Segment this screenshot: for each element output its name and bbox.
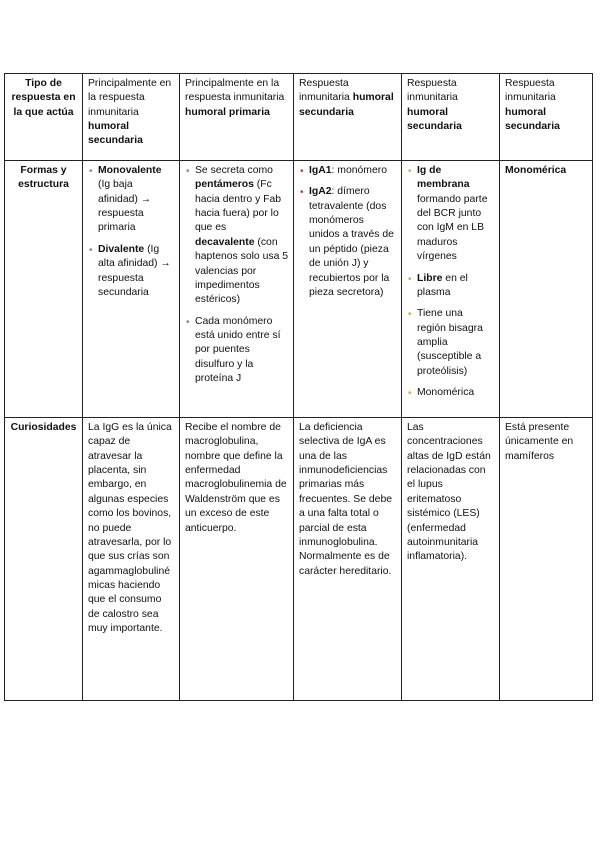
list-item [88,243,174,300]
cell-iga-curiosities: La deficiencia selectiva de IgA es una de las inmunodeficiencias primarias más frecuentes. Se debe a una falta total o parcial de esta inmunoglobulina. Normalmente es de carácter hereditario. [294,418,402,701]
bullet-list [88,164,174,300]
item-text: formando parte del BCR junto con IgM en LB maduros vírgenes [417,193,488,263]
table-row-structure [5,161,593,418]
table-row-response-type [5,74,593,161]
bullet-icon: • [89,166,93,177]
bullet-icon: • [186,316,190,328]
bullet-icon: • [408,309,412,321]
row-header-response-type: Tipo de respuesta en la que actúa [5,74,83,161]
bullet-list [299,164,396,300]
item-text: : dímero tetravalente (dos monómeros unidos a través de un péptido (pieza de unión J) y recubiertos por la pieza secretora) [309,186,394,298]
cell-igg-structure [83,161,180,418]
list-item [299,185,396,300]
bullet-icon: • [186,166,190,177]
list-item [407,386,494,400]
row-header-structure: Formas y estructura [5,161,83,418]
cell-igd-structure [402,161,500,418]
cell-bold-text: humoral secundaria [88,121,143,147]
table-row-curiosities [5,418,593,701]
bullet-icon: • [300,166,304,177]
item-text: Cada monómero está unido entre sí por puentes disulfuro y la proteína J [195,315,281,385]
cell-ige-structure [500,161,593,418]
cell-igm-response [180,74,294,161]
cell-text: Respuesta inmunitaria [299,78,353,104]
cell-bold-text: humoral secundaria [407,106,462,133]
bullet-list [407,164,494,400]
row-header-curiosities: Curiosidades [5,418,83,701]
cell-text: Principalmente en la respuesta inmunitaria [88,78,172,118]
cell-bold-text: humoral secundaria [299,92,394,118]
item-text: (Fc hacia dentro y Fab hacia fuera) por lo que es [195,179,282,234]
cell-igd-response [402,74,500,161]
item-text: (Ig baja afinidad) → respuesta primaria [98,179,152,234]
item-text: (Ig alta afinidad) → respuesta secundaria [98,243,171,298]
cell-iga-response [294,74,402,161]
list-item [407,164,494,265]
cell-igm-structure [180,161,294,418]
item-text: en el plasma [417,272,468,298]
bullet-icon: • [408,273,412,285]
item-bold-text: Ig de membrana [417,165,470,191]
cell-bold-text: humoral primaria [185,106,270,118]
immunoglobulin-table [4,73,593,701]
cell-iga-structure [294,161,402,418]
bullet-icon: • [89,244,93,256]
item-bold-text: IgA1 [309,165,332,176]
cell-igg-response [83,74,180,161]
item-bold-text: Libre [417,272,443,284]
list-item [407,272,494,301]
item-text: : monómero [331,165,387,176]
item-bold-text: Divalente [98,243,145,255]
cell-text: Respuesta inmunitaria [407,78,458,104]
item-text: (con haptenos solo usa 5 valencias por impedimentos estéricos) [195,236,289,306]
cell-igd-curiosities: Las concentraciones altas de IgD están relacionadas con el lupus eritematoso sistémico (LES) (enfermedad autoinmunitaria inflamatoria). [402,418,500,701]
cell-igg-curiosities: La IgG es la única capaz de atravesar la placenta, sin embargo, en algunas especies como los bovinos, no puede atravesarla, por lo que sus crías son agammaglobulinémicas haciendo que el consumo de calostro sea muy importante. [83,418,180,701]
cell-ige-response [500,74,593,161]
list-item [407,307,494,379]
bullet-list [185,164,288,386]
cell-ige-curiosities: Está presente únicamente en mamíferos [500,418,593,701]
list-item [88,164,174,236]
cell-bold-text: Monomérica [505,165,567,176]
item-bold-text: IgA2 [309,186,332,198]
bullet-icon: • [408,388,412,400]
item-bold-text: pentámeros [195,179,254,191]
list-item [185,164,288,308]
list-item [299,164,396,178]
bullet-icon: • [300,187,304,199]
item-bold-text: decavalente [195,236,255,248]
item-text: Se secreta como [195,165,273,176]
item-text: Tiene una región bisagra amplia (susceptible a proteólisis) [417,308,483,377]
list-item [185,315,288,387]
cell-igm-curiosities: Recibe el nombre de macroglobulina, nombre que define la enfermedad macroglobulinemia de Waldenström que es un exceso de este anticuerpo. [180,418,294,701]
cell-text: Principalmente en la respuesta inmunitaria [185,78,285,104]
bullet-icon: • [408,166,412,177]
cell-bold-text: humoral secundaria [505,106,560,133]
cell-text: Respuesta inmunitaria [505,78,556,104]
item-text: Monomérica [417,387,475,399]
item-bold-text: Monovalente [98,165,162,176]
